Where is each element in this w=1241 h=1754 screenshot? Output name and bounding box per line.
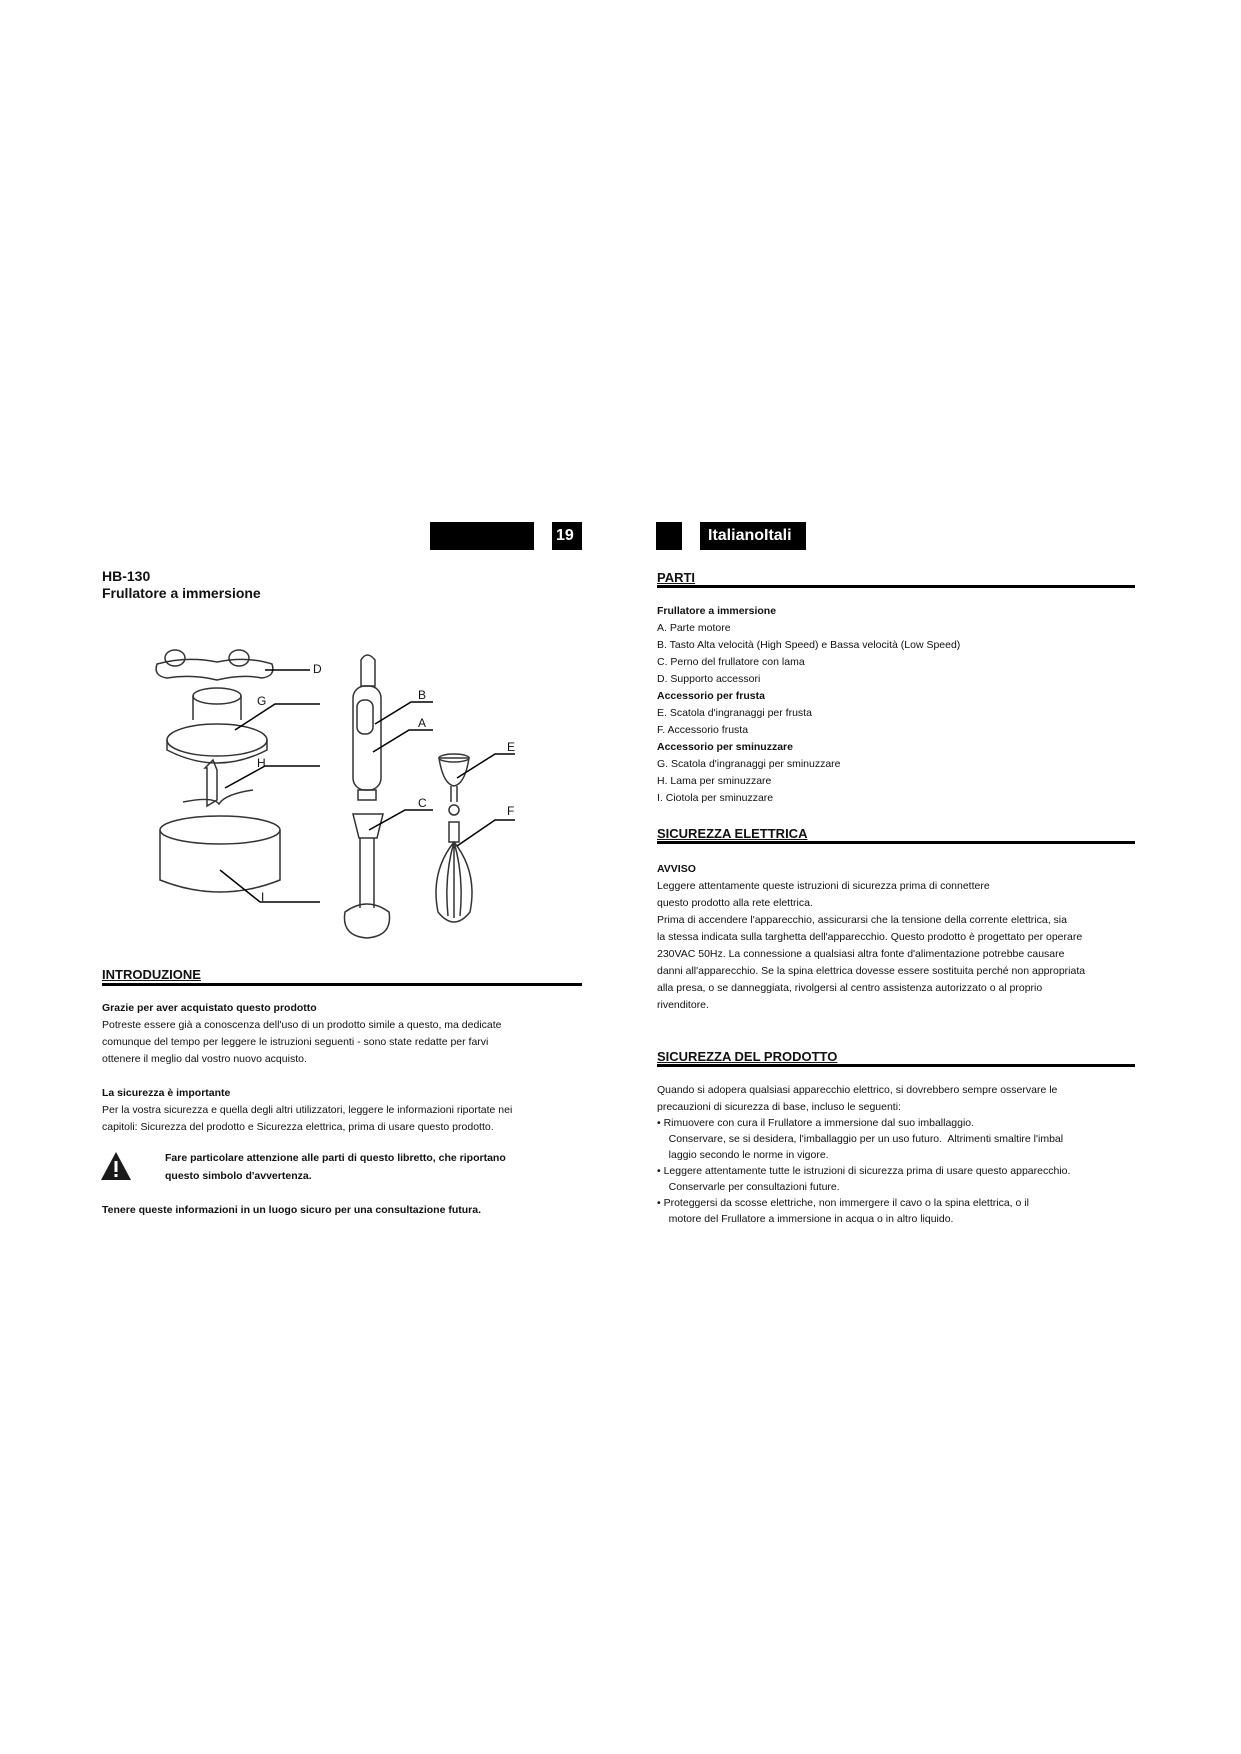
product-line-9: motore del Frullatore a immersione in acqua o in altro liquido. — [657, 1213, 954, 1225]
warning-icon — [100, 1151, 132, 1181]
page-number-bar — [552, 522, 582, 550]
product-line-6: • Leggere attentamente tutte le istruzioni di sicurezza prima di usare questo apparecchio. — [657, 1165, 1071, 1177]
parts-item-10: H. Lama per sminuzzare — [657, 775, 772, 787]
parts-item-7: F. Accessorio frusta — [657, 724, 749, 736]
thanks-line-3: ottenere il meglio dal vostro nuovo acquisto. — [102, 1053, 307, 1065]
keep-info: Tenere queste informazioni in un luogo sicuro per una consultazione futura. — [102, 1204, 482, 1216]
safety-line-1: Per la vostra sicurezza e quella degli altri utilizzatori, leggere le informazioni riportate nei — [102, 1104, 513, 1116]
model-number: HB-130 — [102, 568, 151, 584]
product-line-1: Quando si adopera qualsiasi apparecchio elettrico, si dovrebbero sempre osservare le — [657, 1084, 1058, 1096]
parts-rule — [657, 585, 1135, 588]
warning-line-2: questo simbolo d'avvertenza. — [165, 1170, 312, 1182]
label-i: I — [261, 890, 265, 904]
thanks-heading: Grazie per aver acquistato questo prodotto — [102, 1002, 317, 1014]
electric-line-4: la stessa indicata sulla targhetta dell'apparecchio. Questo prodotto è progettato per operare — [657, 931, 1083, 943]
product-line-3: • Rimuovere con cura il Frullatore a immersione dal suo imballaggio. — [657, 1117, 975, 1129]
language-label: ItalianoItali — [708, 527, 792, 544]
product-line-2: precauzioni di sicurezza di base, incluso le seguenti: — [657, 1101, 901, 1113]
electric-line-6: danni all'apparecchio. Se la spina elettrica dovesse essere sostituita perché non appropriata — [657, 965, 1086, 977]
label-g: G — [257, 694, 267, 708]
chopper-gearbox-drawing — [167, 688, 267, 763]
product-line-5: laggio secondo le norme in vigore. — [657, 1149, 829, 1161]
label-a: A — [418, 716, 427, 730]
electric-line-5: 230VAC 50Hz. La connessione a qualsiasi altra fonte d'alimentazione potrebbe causare — [657, 948, 1065, 960]
product-line-7: Conservarle per consultazioni future. — [657, 1181, 840, 1193]
parts-item-0: Frullatore a immersione — [657, 605, 777, 617]
header-bar-left — [430, 522, 534, 550]
product-safety-rule — [657, 1064, 1135, 1067]
label-h: H — [257, 756, 266, 770]
chopper-bowl-drawing — [160, 816, 280, 892]
electric-rule — [657, 841, 1135, 844]
motor-unit-drawing — [353, 655, 381, 800]
product-line-8: • Proteggersi da scosse elettriche, non immergere il cavo o la spina elettrica, o il — [657, 1197, 1029, 1209]
parts-item-3: C. Perno del frullatore con lama — [657, 656, 805, 668]
label-f: F — [507, 804, 515, 818]
product-diagram — [135, 640, 575, 960]
label-c: C — [418, 796, 427, 810]
parts-item-1: A. Parte motore — [657, 622, 731, 634]
intro-heading: INTRODUZIONE — [102, 967, 201, 982]
product-line-4: Conservare, se si desidera, l'imballaggio per un uso futuro. Altrimenti smaltire l'imbal — [657, 1133, 1064, 1145]
language-bar — [700, 522, 806, 550]
thanks-line-2: comunque del tempo per leggere le istruzioni seguenti - sono state redatte per farvi — [102, 1036, 489, 1048]
parts-item-4: D. Supporto accessori — [657, 673, 761, 685]
electric-heading: SICUREZZA ELETTRICA — [657, 826, 808, 841]
whisk-gearbox-drawing — [439, 754, 469, 815]
thanks-line-1: Potreste essere già a conoscenza dell'uso di un prodotto simile a questo, ma dedicate — [102, 1019, 502, 1031]
label-b: B — [418, 688, 427, 702]
safety-heading: La sicurezza è importante — [102, 1087, 231, 1099]
avviso: AVVISO — [657, 863, 696, 875]
page-number: 19 — [556, 527, 574, 544]
accessory-support-drawing — [156, 650, 273, 680]
product-title: Frullatore a immersione — [102, 585, 261, 601]
whisk-drawing — [436, 822, 472, 922]
blender-shaft-drawing — [344, 814, 389, 938]
chopper-blade-drawing — [183, 760, 253, 806]
electric-line-3: Prima di accendere l'apparecchio, assicurarsi che la tensione della corrente elettrica, sia — [657, 914, 1067, 926]
electric-line-1: Leggere attentamente queste istruzioni di sicurezza prima di connettere — [657, 880, 990, 892]
parts-item-11: I. Ciotola per sminuzzare — [657, 792, 774, 804]
parts-heading: PARTI — [657, 570, 696, 585]
product-safety-heading: SICUREZZA DEL PRODOTTO — [657, 1049, 838, 1064]
parts-item-9: G. Scatola d'ingranaggi per sminuzzare — [657, 758, 841, 770]
parts-item-2: B. Tasto Alta velocità (High Speed) e Bassa velocità (Low Speed) — [657, 639, 961, 651]
parts-item-6: E. Scatola d'ingranaggi per frusta — [657, 707, 812, 719]
electric-line-7: alla presa, o se danneggiata, rivolgersi al centro assistenza autorizzato o al proprio — [657, 982, 1043, 994]
electric-line-8: rivenditore. — [657, 999, 709, 1011]
parts-item-8: Accessorio per sminuzzare — [657, 741, 793, 753]
label-e: E — [507, 740, 516, 754]
intro-rule — [102, 983, 582, 986]
label-d: D — [313, 662, 322, 676]
header-bar-square — [656, 522, 682, 550]
electric-line-2: questo prodotto alla rete elettrica. — [657, 897, 813, 909]
safety-line-2: capitoli: Sicurezza del prodotto e Sicurezza elettrica, prima di usare questo prodotto. — [102, 1121, 494, 1133]
warning-line-1: Fare particolare attenzione alle parti di questo libretto, che riportano — [165, 1152, 506, 1164]
parts-item-5: Accessorio per frusta — [657, 690, 765, 702]
